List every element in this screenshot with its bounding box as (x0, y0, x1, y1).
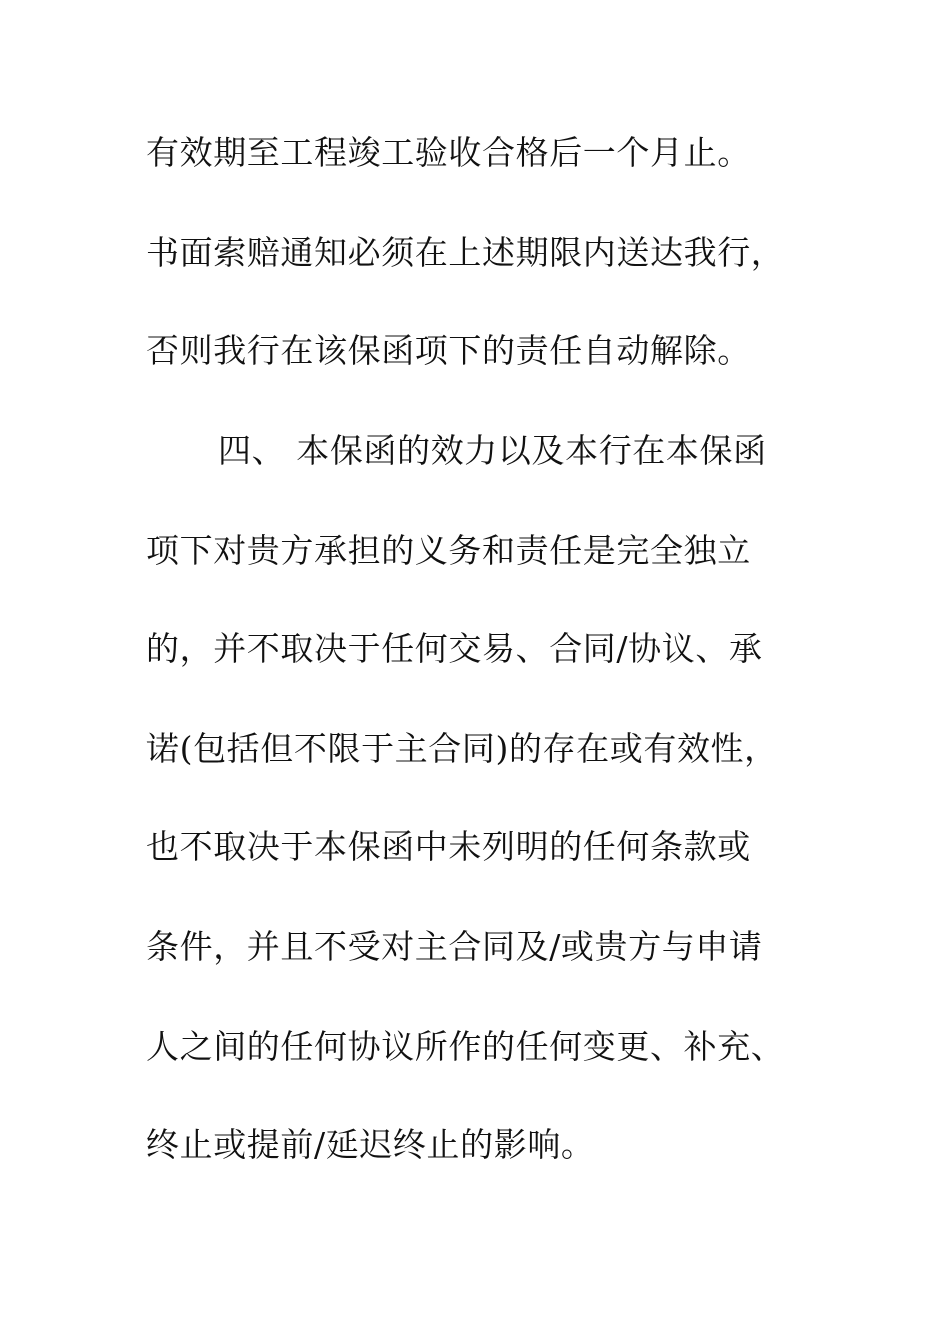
text-line-10: 人之间的任何协议所作的任何变更、补充、 (146, 1027, 785, 1066)
clause-four-heading-line: 四、 本保函的效力以及本行在本保函 (218, 431, 767, 470)
text-line-9: 条件，并且不受对主合同及/或贵方与申请 (146, 927, 763, 966)
text-line-6: 的，并不取决于任何交易、合同/协议、承 (146, 629, 763, 668)
text-line-8: 也不取决于本保函中未列明的任何条款或 (146, 827, 751, 866)
text-line-5: 项下对贵方承担的义务和责任是完全独立 (146, 531, 751, 570)
text-line-11: 终止或提前/延迟终止的影响。 (146, 1125, 595, 1164)
text-line-1: 有效期至工程竣工验收合格后一个月止。 (146, 133, 751, 172)
text-line-3: 否则我行在该保函项下的责任自动解除。 (146, 331, 751, 370)
text-line-7: 诺(包括但不限于主合同)的存在或有效性， (146, 729, 778, 768)
text-line-2: 书面索赔通知必须在上述期限内送达我行， (146, 233, 785, 272)
